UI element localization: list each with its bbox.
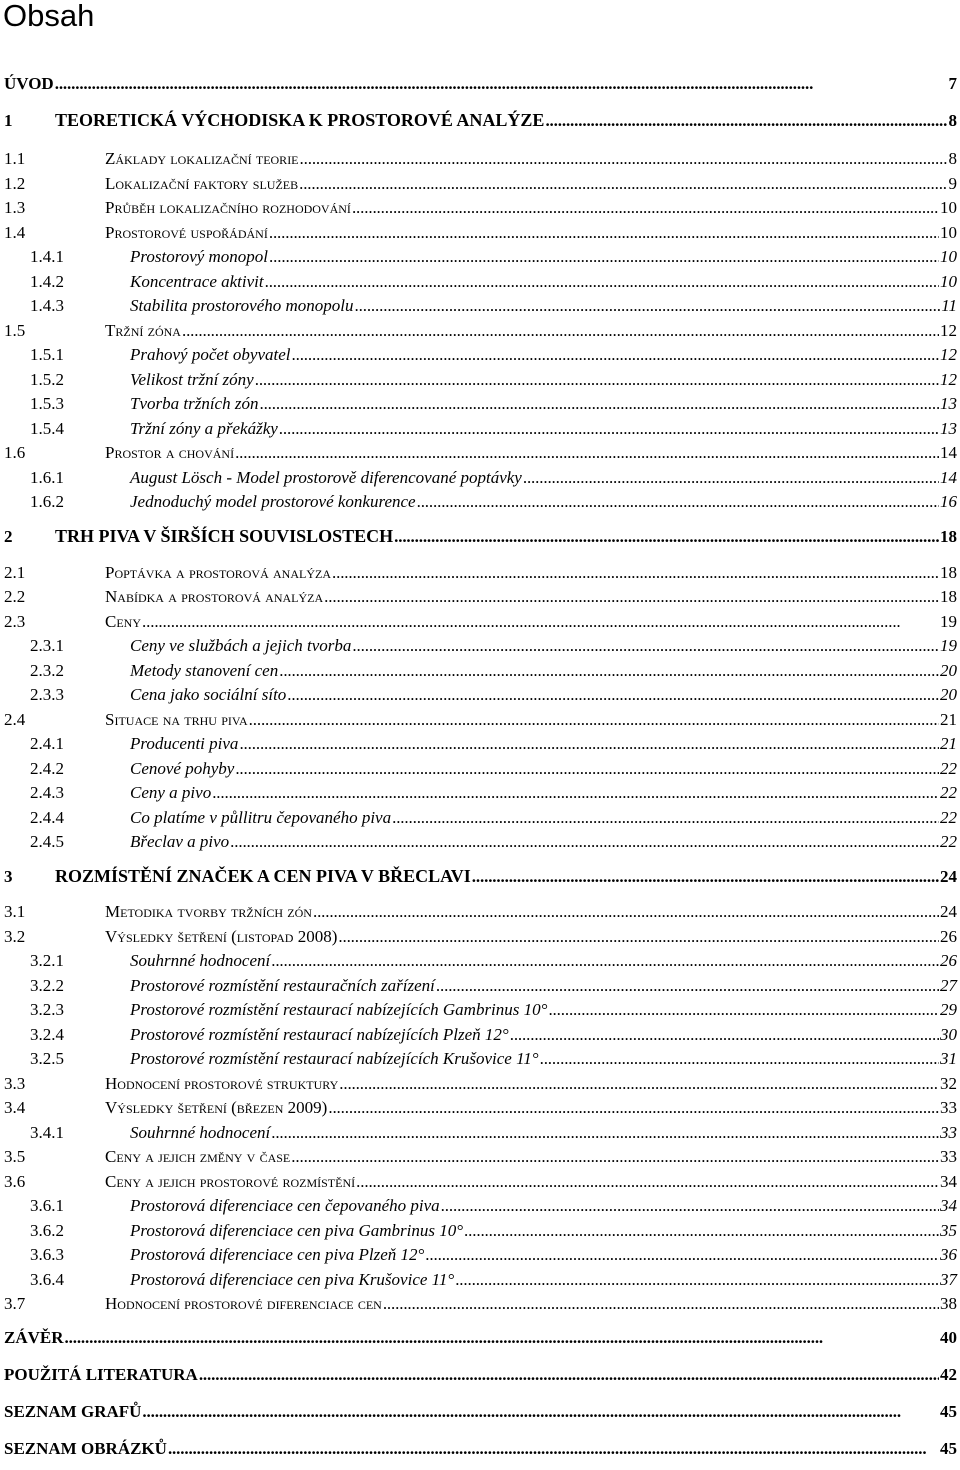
toc-dot-leader xyxy=(352,633,939,659)
toc-entry-page: 18 xyxy=(940,527,957,546)
toc-entry-title: Ceny a jejich změny v čase xyxy=(105,1147,291,1166)
toc-entry-number: 2.3.3 xyxy=(30,685,64,704)
toc-entry-title: Situace na trhu piva xyxy=(105,710,248,729)
toc-dot-leader xyxy=(523,465,939,491)
toc-entry-title: Ceny xyxy=(105,612,142,631)
toc-entry-page: 14 xyxy=(940,443,957,462)
toc-dot-leader xyxy=(230,829,939,855)
toc-entry-page: 20 xyxy=(940,685,957,704)
toc-dot-leader xyxy=(383,1291,939,1317)
toc-entry-title: Producenti piva xyxy=(130,734,239,753)
toc-dot-leader xyxy=(540,1046,939,1072)
toc-entry-page: 21 xyxy=(940,710,957,729)
toc-entry[interactable] xyxy=(0,899,960,925)
toc-dot-leader xyxy=(417,489,939,515)
toc-entry-number: 3.4.1 xyxy=(30,1123,64,1142)
toc-entry-title: Ceny a jejich prostorové rozmístění xyxy=(105,1172,356,1191)
toc-entry-title: Stabilita prostorového monopolu xyxy=(130,296,354,315)
toc-dot-leader xyxy=(255,367,939,393)
toc-entry-page: 10 xyxy=(940,198,957,217)
toc-entry[interactable] xyxy=(0,391,960,417)
toc-dot-leader xyxy=(292,342,940,368)
toc-entry[interactable] xyxy=(0,489,960,515)
toc-dot-leader xyxy=(239,731,939,757)
toc-entry-title: Co platíme v půllitru čepovaného piva xyxy=(130,808,392,827)
toc-entry-page: 26 xyxy=(940,951,957,970)
toc-dot-leader xyxy=(249,707,939,733)
toc-entry-number: 3 xyxy=(4,867,13,886)
toc-entry-title: TRH PIVA V ŠIRŠÍCH SOUVISLOSTECH xyxy=(55,526,394,546)
toc-entry[interactable] xyxy=(0,1218,960,1244)
toc-entry-title: POUŽITÁ LITERATURA xyxy=(4,1365,198,1384)
toc-dot-leader xyxy=(455,1267,939,1293)
toc-entry-title: TEORETICKÁ VÝCHODISKA K PROSTOROVÉ ANALÝZE xyxy=(55,110,545,130)
toc-entry[interactable] xyxy=(0,633,960,659)
toc-dot-leader xyxy=(235,756,939,782)
toc-entry-title: Souhrnné hodnocení xyxy=(130,1123,271,1142)
toc-entry-number: 3.2.4 xyxy=(30,1025,64,1044)
toc-entry-number: 2.1 xyxy=(4,563,26,582)
toc-entry-number: 2.4.4 xyxy=(30,808,64,827)
toc-entry-page: 35 xyxy=(940,1221,957,1240)
toc-entry-page: 40 xyxy=(940,1328,957,1347)
toc-entry-number: 3.6.1 xyxy=(30,1196,64,1215)
toc-entry[interactable] xyxy=(0,195,960,221)
toc-entry-page: 14 xyxy=(940,468,957,487)
toc-entry[interactable] xyxy=(0,367,960,393)
toc-entry-title: Prostorové uspořádání xyxy=(105,223,268,242)
toc-entry[interactable] xyxy=(0,220,960,246)
toc-entry-page: 31 xyxy=(940,1049,957,1068)
toc-entry-page: 12 xyxy=(940,370,957,389)
toc-entry[interactable] xyxy=(0,1193,960,1219)
toc-entry-number: 2.4 xyxy=(4,710,26,729)
toc-entry[interactable] xyxy=(0,1169,960,1195)
toc-entry-number: 3.2.5 xyxy=(30,1049,64,1068)
toc-entry[interactable] xyxy=(0,1046,960,1072)
toc-entry-number: 1.6.2 xyxy=(30,492,64,511)
toc-dot-leader xyxy=(199,1362,939,1388)
toc-entry-title: Základy lokalizační teorie xyxy=(105,149,299,168)
toc-entry-page: 45 xyxy=(940,1402,957,1421)
toc-entry-number: 3.6.2 xyxy=(30,1221,64,1240)
toc-entry[interactable] xyxy=(0,293,960,319)
toc-entry-page: 37 xyxy=(940,1270,957,1289)
toc-entry-number: 1.6.1 xyxy=(30,468,64,487)
toc-entry-page: 34 xyxy=(940,1196,957,1215)
toc-entry-page: 10 xyxy=(940,247,957,266)
toc-dot-leader xyxy=(394,524,939,550)
toc-entry-page: 24 xyxy=(940,867,957,886)
toc-entry-page: 32 xyxy=(940,1074,957,1093)
toc-entry-number: 3.1 xyxy=(4,902,26,921)
toc-dot-leader xyxy=(313,899,939,925)
toc-entry-title: Jednoduchý model prostorové konkurence xyxy=(130,492,416,511)
toc-entry-title: Ceny ve službách a jejich tvorba xyxy=(130,636,352,655)
toc-entry-number: 2.3.2 xyxy=(30,661,64,680)
toc-dot-leader xyxy=(142,1399,939,1425)
toc-entry-number: 1.4 xyxy=(4,223,26,242)
toc-entry-number: 1.5.2 xyxy=(30,370,64,389)
toc-entry-page: 18 xyxy=(940,563,957,582)
toc-entry-page: 33 xyxy=(940,1147,957,1166)
toc-entry-title: Souhrnné hodnocení xyxy=(130,951,271,970)
toc-entry-title: Tržní zóny a překážky xyxy=(130,419,278,438)
toc-entry-number: 2.4.2 xyxy=(30,759,64,778)
toc-entry-page: 8 xyxy=(948,111,957,130)
toc-dot-leader xyxy=(436,973,939,999)
toc-entry-number: 1.4.2 xyxy=(30,272,64,291)
toc-entry[interactable] xyxy=(0,1242,960,1268)
toc-entry-title: ZÁVĚR xyxy=(4,1328,64,1347)
toc-entry[interactable] xyxy=(0,146,960,172)
toc-dot-leader xyxy=(269,220,939,246)
toc-entry-page: 19 xyxy=(940,636,957,655)
toc-entry[interactable] xyxy=(0,269,960,295)
toc-dot-leader xyxy=(182,318,939,344)
toc-entry-page: 42 xyxy=(940,1365,957,1384)
toc-entry-number: 1.2 xyxy=(4,174,26,193)
toc-dot-leader xyxy=(55,71,948,97)
toc-entry-number: 2.4.5 xyxy=(30,832,64,851)
toc-dot-leader xyxy=(259,391,939,417)
toc-entry-page: 9 xyxy=(948,174,957,193)
toc-entry[interactable] xyxy=(0,1071,960,1097)
toc-entry-page: 22 xyxy=(940,808,957,827)
toc-entry-page: 7 xyxy=(948,74,957,93)
toc-dot-leader xyxy=(299,171,947,197)
toc-entry-title: Prostorová diferenciace cen čepovaného piva xyxy=(130,1196,440,1215)
toc-entry-number: 3.7 xyxy=(4,1294,26,1313)
toc-entry-title: Hodnocení prostorové diferenciace cen xyxy=(105,1294,382,1313)
toc-entry-title: ÚVOD xyxy=(4,74,54,93)
toc-dot-leader xyxy=(291,1144,939,1170)
toc-entry-page: 22 xyxy=(940,759,957,778)
toc-entry-page: 11 xyxy=(941,296,957,315)
toc-entry-page: 30 xyxy=(940,1025,957,1044)
toc-entry[interactable] xyxy=(0,924,960,950)
toc-entry-number: 1.5.4 xyxy=(30,419,64,438)
toc-entry[interactable] xyxy=(0,584,960,610)
toc-entry[interactable] xyxy=(0,973,960,999)
toc-entry[interactable] xyxy=(0,658,960,684)
toc-entry-title: Prostorové rozmístění restaurací nabízejících Plzeň 12° xyxy=(130,1025,509,1044)
toc-dot-leader xyxy=(265,269,939,295)
toc-entry[interactable] xyxy=(0,1399,960,1425)
toc-dot-leader xyxy=(271,1120,939,1146)
toc-entry[interactable] xyxy=(0,318,960,344)
toc-entry[interactable] xyxy=(0,1095,960,1121)
toc-entry[interactable] xyxy=(0,756,960,782)
toc-entry-number: 3.6 xyxy=(4,1172,26,1191)
toc-entry-title: August Lösch - Model prostorově diferencované poptávky xyxy=(130,468,522,487)
toc-dot-leader xyxy=(279,658,939,684)
toc-dot-leader xyxy=(300,146,948,172)
toc-entry-page: 38 xyxy=(940,1294,957,1313)
toc-dot-leader xyxy=(425,1242,939,1268)
toc-entry[interactable] xyxy=(0,609,960,635)
toc-entry-page: 22 xyxy=(940,832,957,851)
toc-entry[interactable] xyxy=(0,805,960,831)
toc-entry[interactable] xyxy=(0,1022,960,1048)
toc-entry-title: SEZNAM OBRÁZKŮ xyxy=(4,1439,167,1458)
toc-entry[interactable] xyxy=(0,416,960,442)
toc-dot-leader xyxy=(355,293,941,319)
toc-dot-leader xyxy=(212,780,939,806)
toc-entry-page: 8 xyxy=(948,149,957,168)
toc-entry-title: Ceny a pivo xyxy=(130,783,212,802)
toc-entry-number: 1.5 xyxy=(4,321,26,340)
toc-entry-title: Průběh lokalizačního rozhodování xyxy=(105,198,351,217)
toc-entry-title: Prostorová diferenciace cen piva Krušovice 11° xyxy=(130,1270,455,1289)
toc-dot-leader xyxy=(464,1218,939,1244)
toc-entry-title: Prostor a chování xyxy=(105,443,235,462)
toc-entry-number: 3.2.1 xyxy=(30,951,64,970)
toc-dot-leader xyxy=(142,609,939,635)
toc-entry-page: 10 xyxy=(940,223,957,242)
toc-entry[interactable] xyxy=(0,997,960,1023)
toc-entry-page: 29 xyxy=(940,1000,957,1019)
toc-entry-number: 3.4 xyxy=(4,1098,26,1117)
toc-entry-title: Velikost tržní zóny xyxy=(130,370,254,389)
toc-dot-leader xyxy=(352,195,939,221)
toc-entry-page: 26 xyxy=(940,927,957,946)
toc-entry-title: Prostorové rozmístění restaurací nabízejících Gambrinus 10° xyxy=(130,1000,548,1019)
toc-entry[interactable] xyxy=(0,1325,960,1351)
toc-entry[interactable] xyxy=(0,560,960,586)
toc-dot-leader xyxy=(510,1022,939,1048)
toc-entry-page: 12 xyxy=(940,345,957,364)
toc-entry-title: Prostorová diferenciace cen piva Gambrinus 10° xyxy=(130,1221,464,1240)
toc-dot-leader xyxy=(65,1325,939,1351)
toc-entry-title: Prostorová diferenciace cen piva Plzeň 12° xyxy=(130,1245,425,1264)
toc-entry-number: 2.2 xyxy=(4,587,26,606)
toc-entry-title: Hodnocení prostorové struktury xyxy=(105,1074,339,1093)
toc-entry-title: Výsledky šetření (březen 2009) xyxy=(105,1098,328,1117)
toc-entry-title: Prahový počet obyvatel xyxy=(130,345,291,364)
toc-entry[interactable] xyxy=(0,780,960,806)
toc-entry-title: Břeclav a pivo xyxy=(130,832,230,851)
toc-entry-page: 21 xyxy=(940,734,957,753)
toc-entry[interactable] xyxy=(0,71,960,97)
toc-dot-leader xyxy=(545,108,947,134)
toc-dot-leader xyxy=(339,1071,939,1097)
toc-entry-page: 13 xyxy=(940,394,957,413)
toc-entry[interactable] xyxy=(0,244,960,270)
toc-entry[interactable] xyxy=(0,1362,960,1388)
toc-entry[interactable] xyxy=(0,1144,960,1170)
toc-dot-leader xyxy=(324,584,939,610)
toc-entry-page: 12 xyxy=(940,321,957,340)
toc-entry-page: 18 xyxy=(940,587,957,606)
toc-entry-title: Cena jako sociální síto xyxy=(130,685,287,704)
toc-entry-number: 1.6 xyxy=(4,443,26,462)
toc-entry-title: ROZMÍSTĚNÍ ZNAČEK A CEN PIVA V BŘECLAVI xyxy=(55,866,471,886)
toc-entry[interactable] xyxy=(0,1291,960,1317)
toc-entry[interactable] xyxy=(0,948,960,974)
toc-entry-number: 3.2.3 xyxy=(30,1000,64,1019)
toc-entry-number: 3.2 xyxy=(4,927,26,946)
toc-entry-page: 33 xyxy=(940,1123,957,1142)
toc-dot-leader xyxy=(271,948,939,974)
toc-entry-title: Cenové pohyby xyxy=(130,759,235,778)
toc-entry[interactable] xyxy=(0,863,960,889)
toc-entry-page: 27 xyxy=(940,976,957,995)
toc-entry-page: 36 xyxy=(940,1245,957,1264)
toc-entry-number: 1.4.1 xyxy=(30,247,64,266)
toc-entry-title: Výsledky šetření (listopad 2008) xyxy=(105,927,338,946)
toc-entry[interactable] xyxy=(0,1267,960,1293)
toc-entry-title: Tržní zóna xyxy=(105,321,181,340)
toc-entry-number: 1.5.3 xyxy=(30,394,64,413)
toc-dot-leader xyxy=(287,682,939,708)
toc-dot-leader xyxy=(392,805,939,831)
toc-entry-title: Tvorba tržních zón xyxy=(130,394,259,413)
toc-entry-number: 3.5 xyxy=(4,1147,26,1166)
toc-entry[interactable] xyxy=(0,440,960,466)
toc-dot-leader xyxy=(472,864,939,890)
toc-entry[interactable] xyxy=(0,1120,960,1146)
toc-entry[interactable] xyxy=(0,829,960,855)
toc-entry-number: 2.3.1 xyxy=(30,636,64,655)
toc-entry-number: 1 xyxy=(4,111,13,130)
toc-entry-title: SEZNAM GRAFŮ xyxy=(4,1402,142,1421)
toc-entry-number: 3.6.4 xyxy=(30,1270,64,1289)
toc-entry[interactable] xyxy=(0,342,960,368)
toc-dot-leader xyxy=(332,560,939,586)
toc-entry-page: 16 xyxy=(940,492,957,511)
toc-entry-number: 1.4.3 xyxy=(30,296,64,315)
toc-dot-leader xyxy=(338,924,939,950)
toc-entry-title: Poptávka a prostorová analýza xyxy=(105,563,331,582)
toc-entry-page: 45 xyxy=(940,1439,957,1458)
toc-dot-leader xyxy=(441,1193,939,1219)
toc-entry-page: 34 xyxy=(940,1172,957,1191)
toc-entry-page: 13 xyxy=(940,419,957,438)
toc-entry[interactable] xyxy=(0,682,960,708)
toc-entry-title: Prostorový monopol xyxy=(130,247,269,266)
toc-entry-title: Koncentrace aktivit xyxy=(130,272,264,291)
toc-entry-title: Metodika tvorby tržních zón xyxy=(105,902,312,921)
toc-entry-page: 19 xyxy=(940,612,957,631)
page-title: Obsah xyxy=(3,0,95,33)
toc-dot-leader xyxy=(168,1436,939,1462)
toc-dot-leader xyxy=(548,997,939,1023)
toc-entry-number: 2.4.1 xyxy=(30,734,64,753)
toc-entry-title: Lokalizační faktory služeb xyxy=(105,174,299,193)
toc-entry[interactable] xyxy=(0,1436,960,1462)
toc-entry-page: 24 xyxy=(940,902,957,921)
toc-entry-title: Prostorové rozmístění restaurací nabízejících Krušovice 11° xyxy=(130,1049,539,1068)
toc-entry[interactable] xyxy=(0,707,960,733)
toc-entry-number: 1.1 xyxy=(4,149,26,168)
toc-entry[interactable] xyxy=(0,523,960,549)
toc-entry[interactable] xyxy=(0,107,960,133)
toc-entry[interactable] xyxy=(0,731,960,757)
toc-dot-leader xyxy=(279,416,939,442)
toc-entry-page: 22 xyxy=(940,783,957,802)
toc-entry-number: 1.3 xyxy=(4,198,26,217)
toc-entry-number: 1.5.1 xyxy=(30,345,64,364)
toc-entry-page: 33 xyxy=(940,1098,957,1117)
toc-entry-number: 2.4.3 xyxy=(30,783,64,802)
toc-entry[interactable] xyxy=(0,171,960,197)
toc-entry-number: 3.3 xyxy=(4,1074,26,1093)
toc-dot-leader xyxy=(269,244,939,270)
toc-entry-title: Metody stanovení cen xyxy=(130,661,279,680)
toc-entry-number: 2.3 xyxy=(4,612,26,631)
toc-entry-page: 10 xyxy=(940,272,957,291)
toc-entry-title: Nabídka a prostorová analýza xyxy=(105,587,324,606)
toc-dot-leader xyxy=(328,1095,939,1121)
toc-entry-number: 3.6.3 xyxy=(30,1245,64,1264)
toc-dot-leader xyxy=(235,440,939,466)
toc-entry-title: Prostorové rozmístění restauračních zařízení xyxy=(130,976,435,995)
toc-entry-number: 2 xyxy=(4,527,13,546)
toc-entry-page: 20 xyxy=(940,661,957,680)
toc-entry-number: 3.2.2 xyxy=(30,976,64,995)
toc-dot-leader xyxy=(356,1169,939,1195)
toc-entry[interactable] xyxy=(0,465,960,491)
